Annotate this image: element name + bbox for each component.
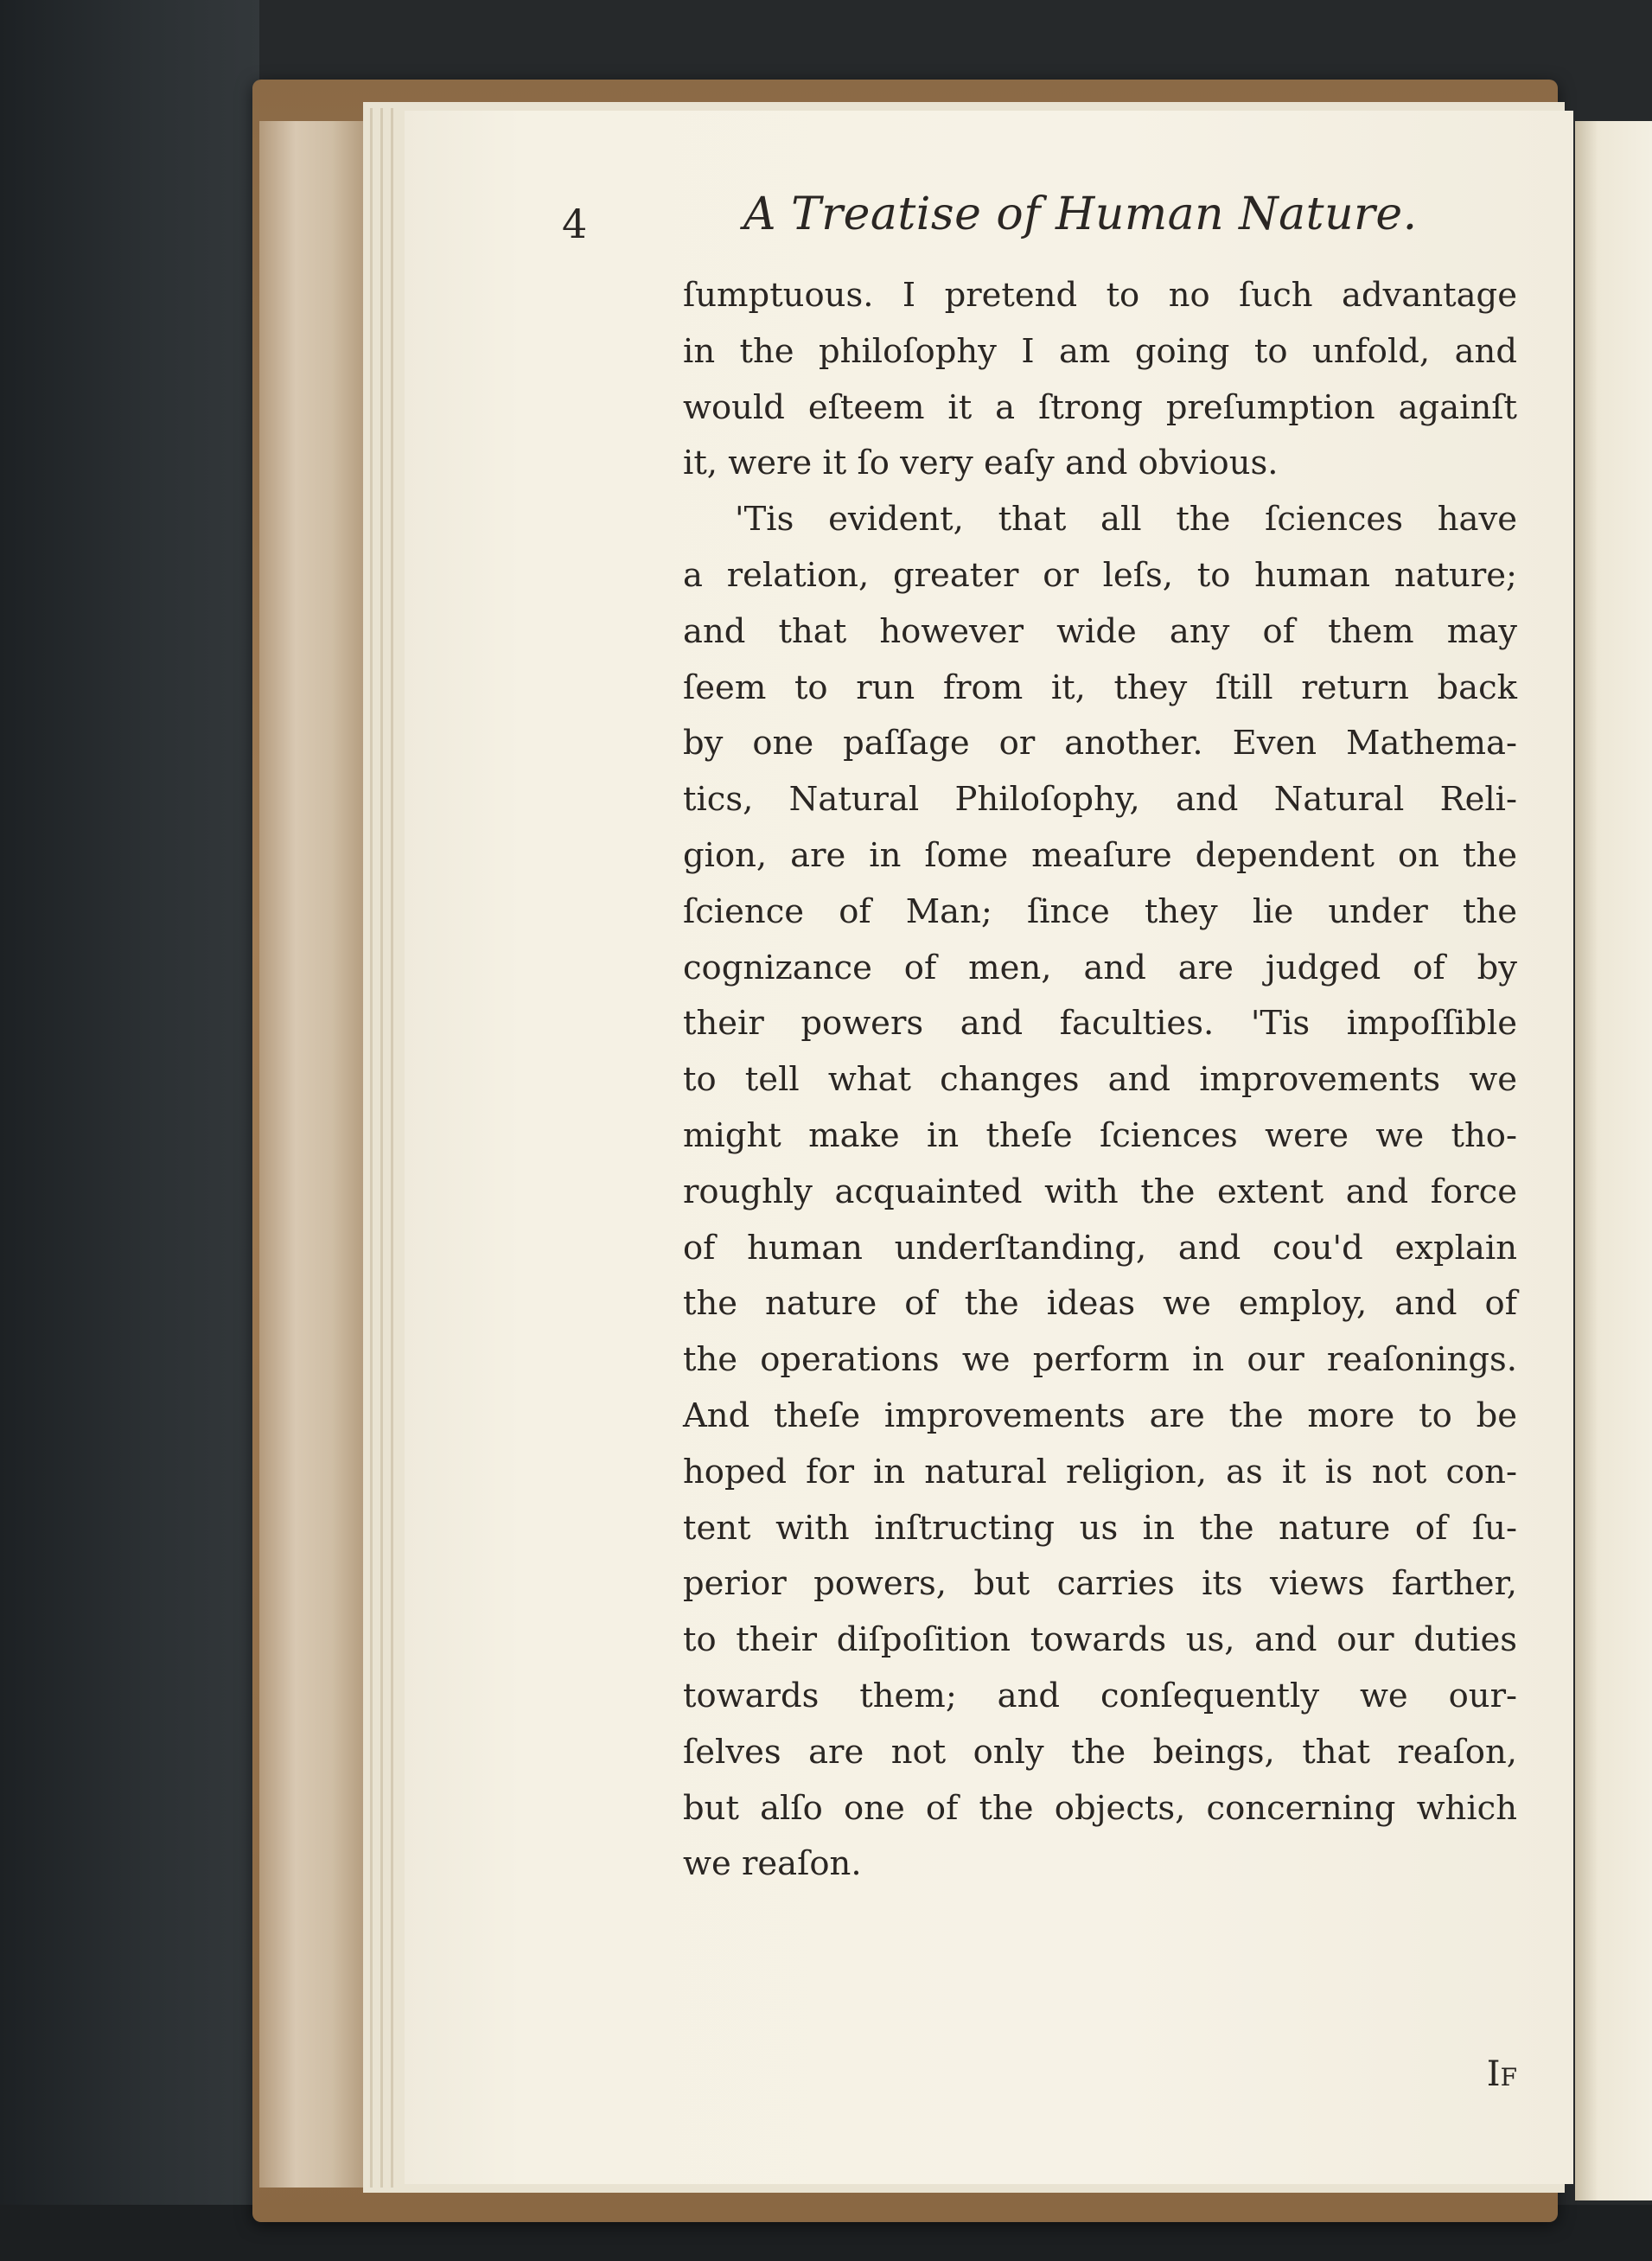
- text-line: perior powers, but carries its views farther,: [683, 1564, 1517, 1604]
- text-line: might make in theſe ſciences were we tho-: [683, 1115, 1517, 1155]
- facing-page-edge: [1575, 121, 1652, 2200]
- text-line: it, were it ſo very eaſy and obvious.: [683, 444, 1279, 483]
- catchword: If: [1486, 2054, 1517, 2094]
- text-line: tent with inſtructing us in the nature of ſu-: [683, 1508, 1517, 1548]
- text-line: to tell what changes and improvements we: [683, 1060, 1517, 1100]
- book-spine-edge: [259, 121, 363, 2188]
- text-line: would eſteem it a ſtrong preſumption againſt: [683, 387, 1517, 427]
- page-edge-line: [391, 108, 393, 2188]
- page-edge-line: [380, 108, 383, 2188]
- body-text: [683, 268, 1517, 1893]
- text-line: ſeem to run from it, they ſtill return back: [683, 667, 1517, 707]
- text-line: tics, Natural Philoſophy, and Natural Reli-: [683, 780, 1517, 820]
- text-line: and that however wide any of them may: [683, 611, 1517, 651]
- text-line: And theſe improvements are the more to be: [683, 1396, 1517, 1435]
- text-line: ſumptuous. I pretend to no ſuch advantage: [683, 276, 1517, 315]
- text-line: their powers and faculties. 'Tis impoſſible: [683, 1004, 1517, 1044]
- page-edge-line: [370, 108, 373, 2188]
- text-line: by one paſſage or another. Even Mathema-: [683, 724, 1517, 763]
- text-line: cognizance of men, and are judged of by: [683, 948, 1517, 987]
- running-title: A Treatise of Human Nature.: [743, 188, 1418, 240]
- text-line: ſelves are not only the beings, that reaſon,: [683, 1732, 1517, 1772]
- background-left: [0, 0, 259, 2261]
- page-number: 4: [562, 201, 588, 247]
- text-line: 'Tis evident, that all the ſciences have: [735, 500, 1517, 540]
- page-header: [562, 188, 1517, 266]
- text-line: hoped for in natural religion, as it is not con-: [683, 1452, 1517, 1491]
- text-line: we reaſon.: [683, 1844, 862, 1884]
- page-text-block: [562, 188, 1517, 2094]
- text-line: ſcience of Man; ſince they lie under the: [683, 891, 1517, 931]
- text-line: of human underſtanding, and cou'd explain: [683, 1228, 1517, 1268]
- text-line: the nature of the ideas we employ, and of: [683, 1284, 1517, 1324]
- text-line: but alſo one of the objects, concerning which: [683, 1788, 1517, 1828]
- text-line: roughly acquainted with the extent and force: [683, 1172, 1517, 1211]
- text-line: a relation, greater or leſs, to human nature;: [683, 555, 1517, 595]
- text-line: the operations we perform in our reaſonings.: [683, 1340, 1517, 1380]
- text-line: towards them; and conſequently we our-: [683, 1676, 1517, 1715]
- text-line: gion, are in ſome meaſure dependent on the: [683, 835, 1517, 875]
- text-line: in the philoſophy I am going to unfold, and: [683, 331, 1517, 371]
- text-line: to their diſpoſition towards us, and our duties: [683, 1620, 1517, 1660]
